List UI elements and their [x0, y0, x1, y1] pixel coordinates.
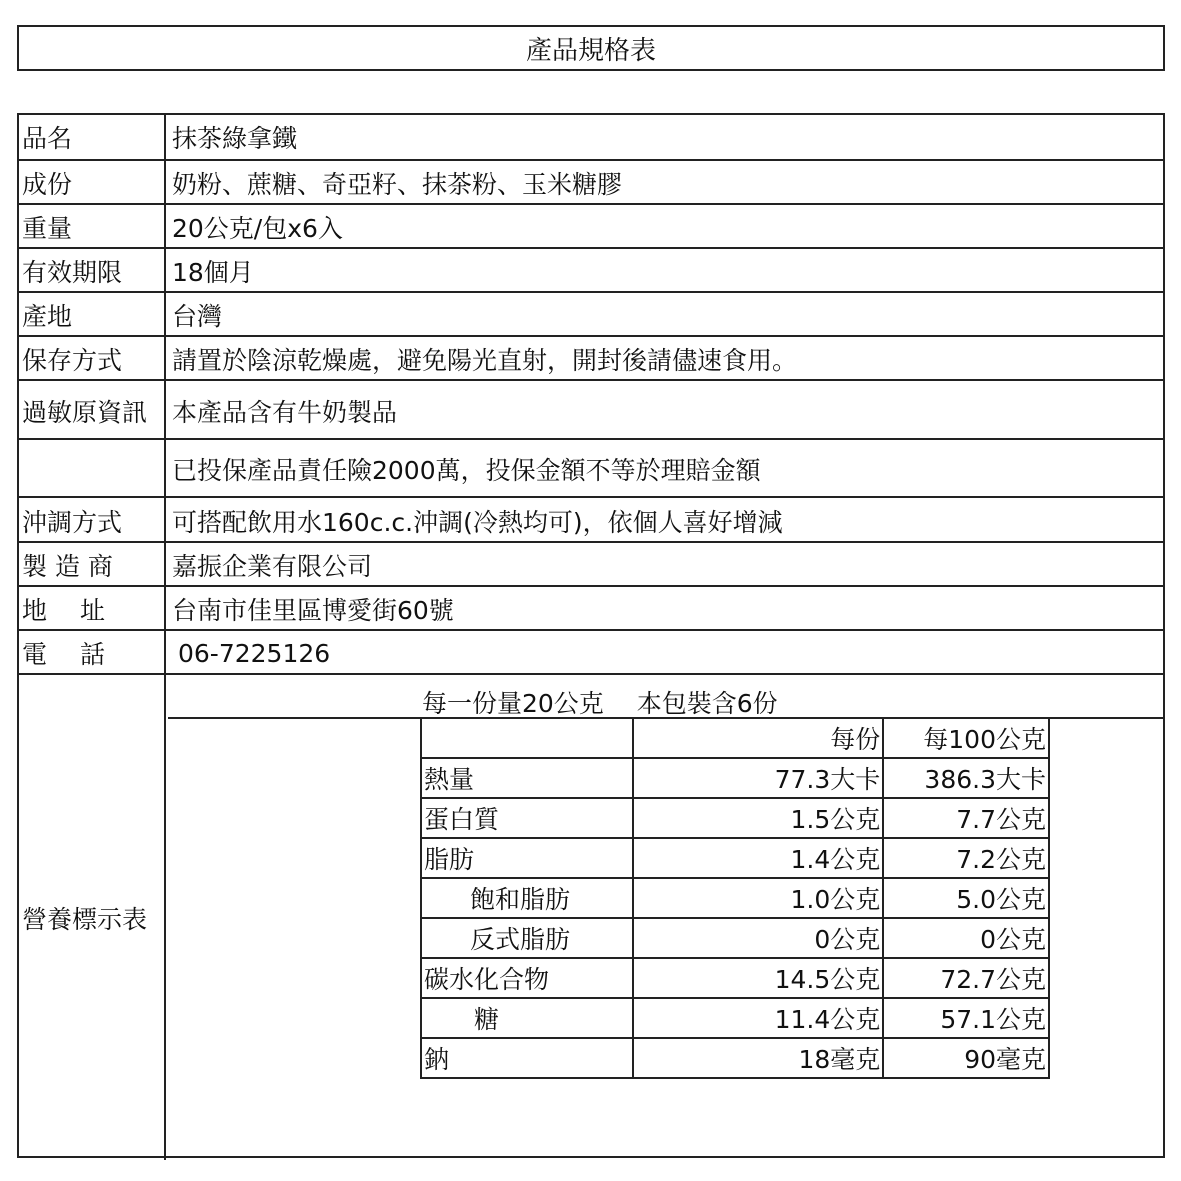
row-manufacturer	[19, 541, 1163, 587]
row-origin	[19, 291, 1163, 337]
nutrient-per-serving: 0公克	[633, 918, 883, 958]
value-allergen: 本產品含有牛奶製品	[172, 397, 398, 427]
nutrient-name: 蛋白質	[421, 798, 633, 838]
nutrient-per-serving: 18毫克	[633, 1038, 883, 1078]
value-manufacturer: 嘉振企業有限公司	[172, 552, 373, 581]
value-insurance: 已投保產品責任險2000萬，投保金額不等於理賠金額	[172, 456, 761, 485]
nutrient-per-100g: 386.3大卡	[883, 758, 1049, 798]
row-storage	[19, 335, 1163, 381]
nutrient-per-serving: 11.4公克	[633, 998, 883, 1038]
row-allergen	[19, 379, 1163, 440]
row-shelf-life	[19, 247, 1163, 293]
title-text: 產品規格表	[525, 35, 656, 66]
label-phone: 電 話	[19, 631, 166, 675]
label-weight: 重量	[19, 205, 166, 249]
nutrition-header-per-serving: 每份	[633, 718, 883, 758]
nutrient-name: 鈉	[421, 1038, 633, 1078]
nutrient-per-serving: 14.5公克	[633, 958, 883, 998]
spec-table-title	[17, 25, 1165, 71]
nutrition-row	[421, 918, 1049, 958]
row-product-name	[19, 115, 1163, 159]
nutrient-per-serving: 1.0公克	[633, 878, 883, 918]
nutrient-per-100g: 5.0公克	[883, 878, 1049, 918]
value-product-name: 抹茶綠拿鐵	[172, 124, 298, 153]
row-insurance	[19, 438, 1163, 498]
label-allergen: 過敏原資訊	[19, 381, 166, 440]
nutrient-name: 熱量	[421, 758, 633, 798]
label-insurance	[19, 440, 166, 498]
nutrient-per-serving: 77.3大卡	[633, 758, 883, 798]
nutrition-row	[421, 758, 1049, 798]
label-nutrition: 營養標示表	[19, 675, 166, 1160]
value-weight: 20公克/包x6入	[172, 214, 343, 243]
label-storage: 保存方式	[19, 337, 166, 381]
label-manufacturer: 製 造 商	[19, 543, 166, 587]
nutrient-per-serving: 1.4公克	[633, 838, 883, 878]
value-phone: 06-7225126	[178, 638, 331, 668]
nutrition-row	[421, 958, 1049, 998]
value-storage: 請置於陰涼乾燥處，避免陽光直射，開封後請儘速食用。	[172, 346, 798, 375]
nutrition-header-row	[421, 718, 1049, 758]
label-product-name: 品名	[19, 115, 166, 159]
value-shelf-life: 18個月	[172, 258, 254, 287]
nutrient-name: 碳水化合物	[421, 958, 633, 998]
value-origin: 台灣	[172, 302, 223, 331]
nutrition-row	[421, 998, 1049, 1038]
nutrition-header-blank	[421, 718, 633, 758]
serving-info: 每一份量20公克 本包裝含6份	[422, 689, 778, 718]
nutrient-per-100g: 72.7公克	[883, 958, 1049, 998]
value-preparation: 可搭配飲用水160c.c.沖調(冷熱均可)，依個人喜好增減	[172, 507, 783, 537]
nutrient-name: 反式脂肪	[421, 918, 633, 958]
label-origin: 產地	[19, 293, 166, 337]
row-ingredients	[19, 159, 1163, 205]
value-address: 台南市佳里區博愛街60號	[172, 596, 454, 625]
nutrition-row	[421, 798, 1049, 838]
nutrient-per-100g: 57.1公克	[883, 998, 1049, 1038]
label-shelf-life: 有效期限	[19, 249, 166, 293]
label-preparation: 沖調方式	[19, 498, 166, 543]
row-weight	[19, 203, 1163, 249]
nutrient-per-100g: 0公克	[883, 918, 1049, 958]
row-preparation	[19, 496, 1163, 543]
row-address	[19, 585, 1163, 631]
nutrition-row	[421, 838, 1049, 878]
row-phone	[19, 629, 1163, 675]
nutrient-per-100g: 7.2公克	[883, 838, 1049, 878]
spec-table	[17, 113, 1165, 1158]
nutrient-name: 糖	[421, 998, 633, 1038]
nutrient-name: 飽和脂肪	[421, 878, 633, 918]
row-nutrition	[19, 673, 1163, 1160]
nutrient-per-100g: 90毫克	[883, 1038, 1049, 1078]
nutrition-row	[421, 878, 1049, 918]
nutrition-table	[420, 717, 1050, 1079]
nutrient-per-100g: 7.7公克	[883, 798, 1049, 838]
value-ingredients: 奶粉、蔗糖、奇亞籽、抹茶粉、玉米糖膠	[172, 170, 623, 199]
label-address: 地 址	[19, 587, 166, 631]
nutrition-header-per-100g: 每100公克	[883, 718, 1049, 758]
label-ingredients: 成份	[19, 161, 166, 205]
nutrient-per-serving: 1.5公克	[633, 798, 883, 838]
nutrition-row	[421, 1038, 1049, 1078]
nutrient-name: 脂肪	[421, 838, 633, 878]
